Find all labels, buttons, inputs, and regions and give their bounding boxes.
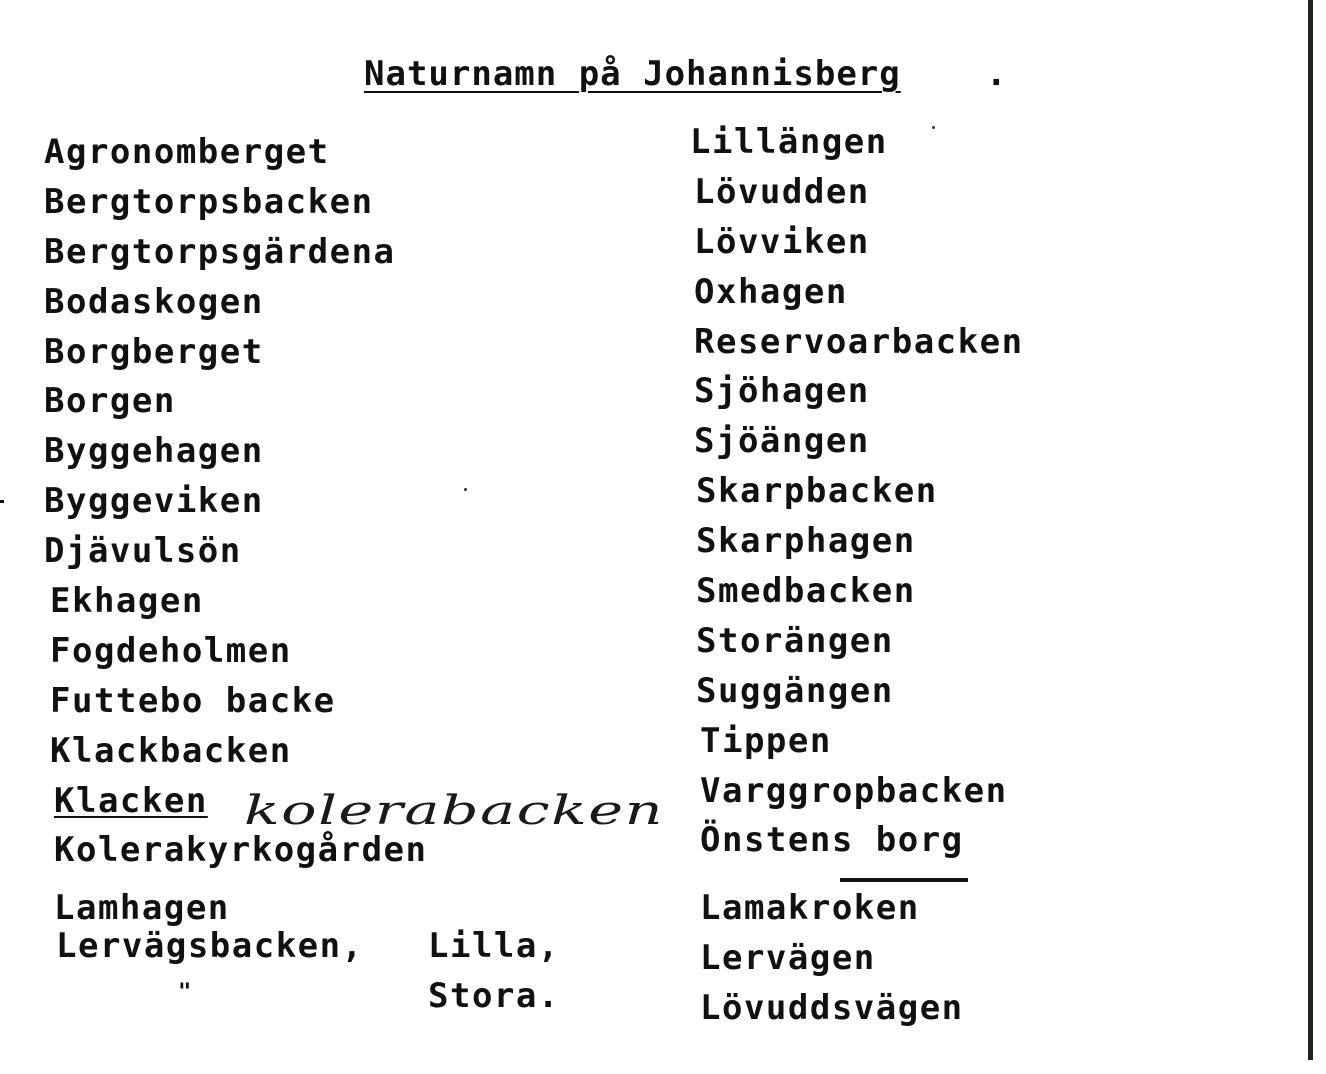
section-divider — [840, 878, 968, 882]
lervagsbacken-row — [56, 922, 364, 972]
place-name: Lövviken — [694, 221, 870, 262]
place-name: Varggropbacken — [700, 770, 1008, 811]
place-name: Lamhagen — [54, 888, 230, 929]
place-name: Tippen — [700, 720, 832, 761]
place-name: Djävulsön — [44, 531, 242, 572]
title-period: . — [986, 54, 1007, 94]
place-name: Byggeviken — [44, 481, 264, 522]
handwritten-note: kolerabacken — [244, 788, 664, 834]
place-name: Fogdeholmen — [50, 630, 292, 671]
place-name: Sjöängen — [694, 421, 870, 462]
place-name: Sjöhagen — [694, 371, 870, 412]
ditto-mark: " — [178, 980, 192, 1005]
place-name: Ekhagen — [50, 581, 204, 622]
place-name: Kolerakyrkogården — [54, 830, 428, 871]
place-name: Byggehagen — [44, 431, 264, 472]
document-title: Naturnamn på Johannisberg — [364, 54, 901, 94]
stora-label: Stora. — [428, 976, 560, 1016]
paper-speck — [464, 488, 467, 491]
place-name: Suggängen — [696, 670, 894, 711]
lilla-label: Lilla, — [428, 926, 560, 966]
right-name-list-roads — [700, 884, 964, 1034]
page-right-border — [1308, 0, 1313, 1060]
place-name: Agronomberget — [44, 132, 330, 172]
place-name: Borgen — [44, 381, 176, 422]
place-name: Klackbacken — [50, 730, 292, 771]
place-name: Skarpbacken — [696, 471, 938, 512]
right-name-list — [690, 118, 1024, 866]
place-name: Futtebo backe — [50, 680, 336, 721]
place-name: Skarphagen — [696, 521, 916, 562]
place-name: Bergtorpsgärdena — [44, 231, 396, 272]
place-name: Lamakroken — [700, 888, 920, 928]
place-name: Önstens borg — [700, 820, 964, 861]
place-name: Lövuddsvägen — [700, 987, 964, 1028]
place-name: Smedbacken — [696, 571, 916, 612]
edge-mark — [0, 500, 4, 503]
place-name: Oxhagen — [694, 271, 848, 312]
place-name: Bergtorpsbacken — [44, 181, 374, 222]
klacken-label: Klacken — [54, 780, 208, 821]
place-name: Storängen — [696, 620, 894, 661]
place-name: Lillängen — [690, 122, 888, 162]
place-name: Lövudden — [694, 171, 870, 212]
place-name: Lervägsbacken, — [56, 926, 364, 966]
place-name: Reservoarbacken — [694, 321, 1024, 362]
place-name: Bodaskogen — [44, 281, 264, 322]
place-name: Lervägen — [700, 937, 876, 978]
handwritten-annotation — [240, 782, 670, 842]
place-name: Borgberget — [44, 331, 264, 372]
